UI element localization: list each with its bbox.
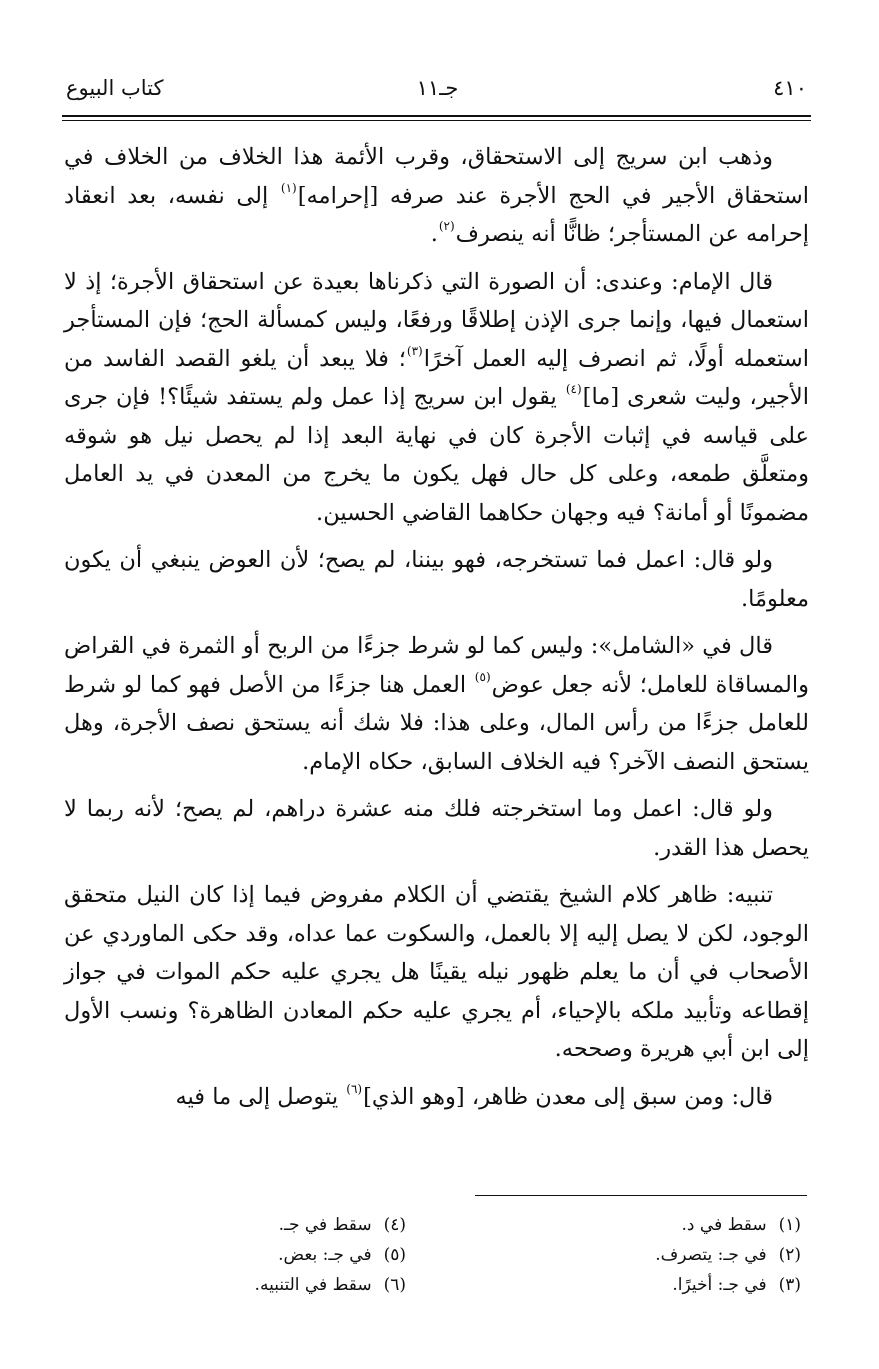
footnote-number: (٣)	[778, 1275, 801, 1295]
running-header	[66, 66, 809, 106]
footnote-ref[interactable]: (٦)	[346, 1081, 363, 1096]
footnotes-column-left	[106, 1210, 406, 1300]
paragraph: قال في «الشامل»: وليس كما لو شرط جزءًا من الربح أو الثمرة في القراض والمساقاة للعامل؛ لأنه جعل عوض$^{(٥)}$ العمل هنا جزءًا من الأصل فهو كما لو شرط للعامل جزءًا من رأس المال، وعلى هذا: فلا شك أنه يستحق نصف الأجرة، وهل يستحق النصف الآخر؟ فيه الخلاف السابق، حكاه الإمام.	[64, 633, 809, 775]
main-text	[64, 138, 809, 1116]
footnote-item	[501, 1210, 801, 1240]
footnotes	[150, 1210, 801, 1330]
paragraph: ولو قال: اعمل وما استخرجته فلك منه عشرة دراهم، لم يصح؛ لأنه ربما لا يحصل هذا القدر.	[64, 796, 809, 861]
footnote-number: (٥)	[383, 1245, 406, 1265]
footnote-number: (١)	[778, 1215, 801, 1235]
footnote-number: (٦)	[383, 1275, 406, 1295]
paragraph: قال الإمام: وعندى: أن الصورة التي ذكرناها بعيدة عن استحقاق الأجرة؛ إذ لا استعمال فيها، وإنما جرى الإذن إطلاقًا ورفعًا، وليس كمسألة الحج؛ فإن المستأجر استعمله أولًا، ثم انصرف إليه العمل آخرًا$^{(٣)}$؛ فلا يبعد أن يلغو القصد الفاسد من الأجير، وليت شعرى [ما]$^{(٤)}$ يقول ابن سريج إذا عمل ولم يستفد شيئًا؟! فإن جرى على قياسه في إثبات الأجرة كان في نهاية البعد إذا لم يحصل نيل هو شوقه ومتعلَّق طمعه، وعلى كل حال فهل يكون ما يخرج من المعدن في يد العامل مضمونًا أو أمانة؟ فيه وجهان حكاهما القاضي الحسين.	[64, 268, 809, 526]
footnote-ref[interactable]: (٤)	[565, 382, 582, 396]
footnote-item	[501, 1240, 801, 1270]
paragraph: وذهب ابن سريج إلى الاستحقاق، وقرب الأئمة هذا الخلاف من الخلاف في استحقاق الأجير في الحج الأجرة عند صرفه [إحرامه]$^{(١)}$ إلى نفسه، بعد انعقاد إحرامه عن المستأجر؛ ظانًّا أنه ينصرف$^{(٢)}$.	[64, 144, 810, 247]
footnote-ref[interactable]: (١)	[280, 180, 297, 195]
header-rule-thin	[62, 120, 811, 121]
volume-label: جـ١١	[416, 76, 459, 100]
footnote-item	[106, 1210, 406, 1240]
footnote-number: (٢)	[778, 1245, 801, 1265]
footnote-item	[106, 1240, 406, 1270]
footnote-item	[106, 1270, 406, 1300]
footnote-ref[interactable]: (٢)	[438, 219, 455, 233]
footnote-item	[501, 1270, 801, 1300]
paragraph: تنبيه: ظاهر كلام الشيخ يقتضي أن الكلام مفروض فيما إذا كان النيل متحقق الوجود، لكن لا يصل إليه إلا بالعمل، والسكوت عما عداه، وقد حكى الماوردي عن الأصحاب في أن ما يعلم ظهور نيله يقينًا هل يجري عليه حكم الموات في جواز إقطاعه وتأبيد ملكه بالإحياء، أم يجري عليه حكم المعادن الظاهرة؟ ونسب الأول إلى ابن أبي هريرة وصححه.	[64, 882, 809, 1062]
footnote-text: في جـ: يتصرف.	[655, 1245, 767, 1265]
footnote-text: في جـ: بعض.	[278, 1245, 372, 1265]
footnote-separator	[475, 1195, 807, 1196]
footnote-ref[interactable]: (٣)	[406, 343, 423, 358]
footnote-ref[interactable]: (٥)	[474, 669, 491, 684]
page-number: ٤١٠	[773, 76, 807, 100]
footnotes-column-right	[501, 1210, 801, 1300]
footnote-text: سقط في د.	[681, 1215, 767, 1235]
paragraph: قال: ومن سبق إلى معدن ظاهر، [وهو الذي]$^{(٦)}$ يتوصل إلى ما فيه	[175, 1081, 773, 1110]
footnote-text: في جـ: أخيرًا.	[672, 1275, 767, 1295]
footnote-text: سقط في جـ.	[278, 1215, 372, 1235]
footnote-number: (٤)	[383, 1215, 406, 1235]
paragraph: ولو قال: اعمل فما تستخرجه، فهو بيننا، لم يصح؛ لأن العوض ينبغي أن يكون معلومًا.	[64, 547, 809, 612]
footnote-text: سقط في التنبيه.	[254, 1275, 372, 1295]
book-title: كتاب البيوع	[66, 76, 164, 100]
header-rule-thick	[62, 115, 811, 117]
